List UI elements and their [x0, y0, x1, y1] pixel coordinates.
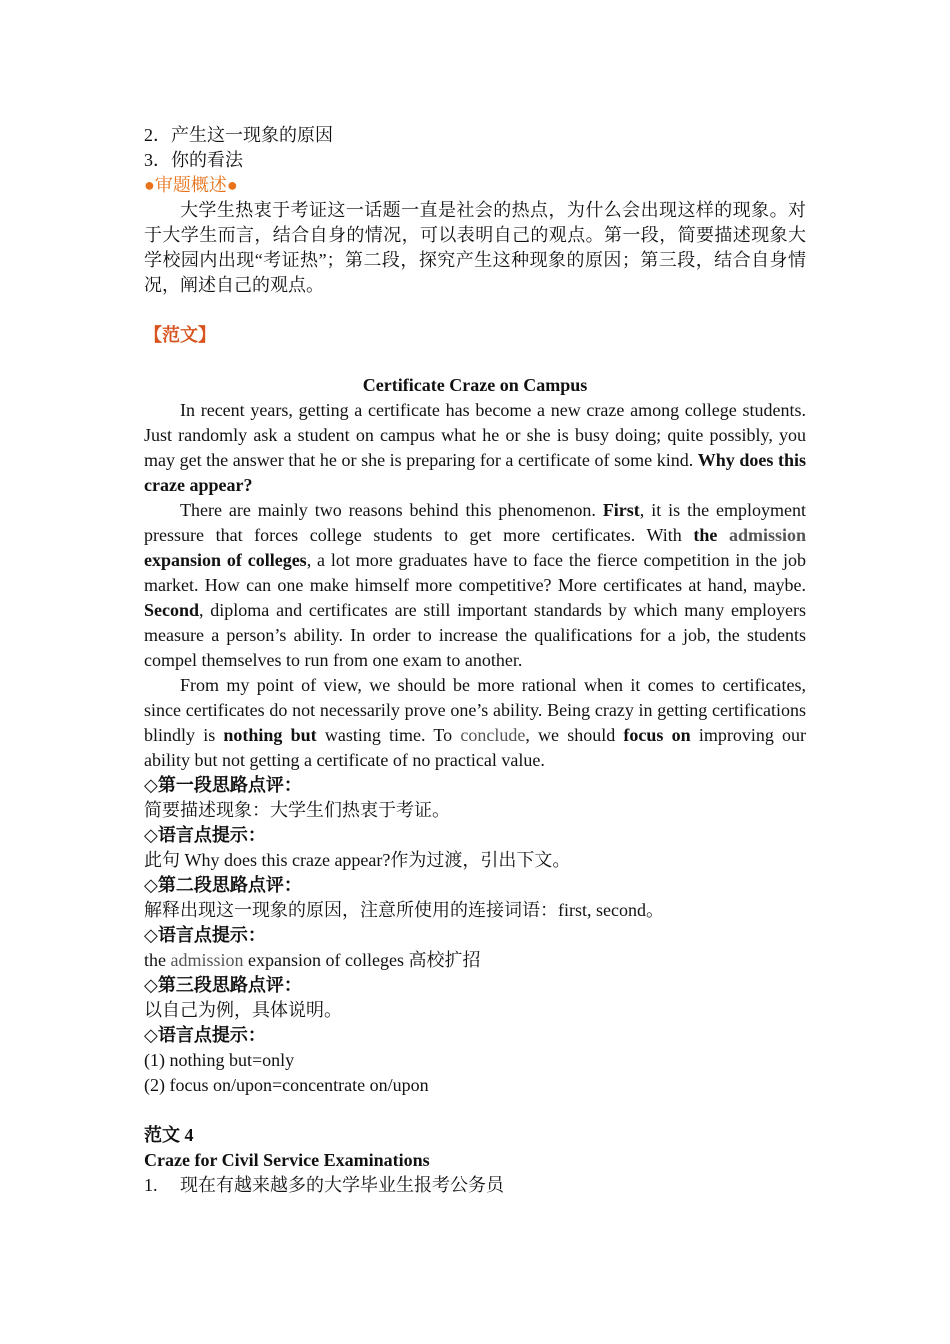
- spacer: [144, 348, 806, 373]
- note-text-part: expansion of colleges 高校扩招: [243, 950, 481, 970]
- sample4-item-1: [144, 1173, 806, 1198]
- essay-p3-text: From my point of view, we should be more rational when it comes to certificates, since certificates do not necessarily prove one’s ability. Being crazy in getting certifications blindly is: [144, 675, 806, 745]
- essay-p2-text: There are mainly two reasons behind this phenomenon.: [180, 500, 603, 520]
- essay-paragraph-2: [144, 498, 806, 673]
- note-text-part: the: [144, 950, 171, 970]
- spacer: [144, 1098, 806, 1123]
- analysis-heading: ●审题概述●: [144, 175, 238, 195]
- essay-p3-text: improving our ability but not getting a certificate of no practical value.: [144, 725, 807, 770]
- essay-p1-text: In recent years, getting a certificate has become a new craze among college students. Just randomly ask a student on campus what he or she is busy doing; quite possibly, you may get the answer that he or she is preparing for a certificate of some kind.: [144, 400, 806, 470]
- essay-p3-nothing-but: nothing but: [223, 725, 317, 745]
- sample4-title: Craze for Civil Service Examinations: [144, 1150, 430, 1170]
- essay-p3-text: , we should: [525, 725, 624, 745]
- sample4-item-number: 1.: [144, 1175, 158, 1195]
- note-text: (2) focus on/upon=concentrate on/upon: [144, 1075, 429, 1095]
- essay-title: Certificate Craze on Campus: [362, 375, 588, 395]
- spacer: [144, 298, 806, 323]
- outline-item-3: 3．你的看法: [144, 150, 243, 170]
- note-admission: admission: [170, 950, 244, 970]
- essay-p2-text: , it is the employment pressure that forces college students to get more certificates. With: [144, 500, 806, 545]
- sample-label: 【范文】: [144, 325, 216, 345]
- note-heading: ◇语言点提示：: [144, 825, 266, 845]
- essay-p2-first: First: [602, 500, 640, 520]
- analysis-text: 大学生热衷于考证这一话题一直是社会的热点，为什么会出现这样的现象。对于大学生而言，结合自身的情况，可以表明自己的观点。第一段，简要描述现象大学校园内出现“考证热”；第二段，探究产生这种现象的原因；第三段，结合自身情况，阐述自己的观点。: [144, 200, 806, 295]
- sample4-item-text: 现在有越来越多的大学毕业生报考公务员: [180, 1175, 504, 1195]
- essay-p2-expansion: expansion of colleges: [144, 550, 307, 570]
- note-heading: ◇语言点提示：: [144, 1025, 266, 1045]
- note-text: (1) nothing but=only: [144, 1050, 295, 1070]
- note-heading: ◇第二段思路点评：: [144, 875, 302, 895]
- note-text: 简要描述现象：大学生们热衷于考证。: [144, 800, 450, 820]
- essay-p3-text: wasting time. To: [316, 725, 461, 745]
- note-heading: ◇第一段思路点评：: [144, 775, 302, 795]
- essay-p2-second: Second: [144, 600, 200, 620]
- essay-p2-admission: admission: [728, 525, 806, 545]
- essay-p1-question: Why does this craze appear?: [144, 450, 807, 495]
- note-heading: ◇第三段思路点评：: [144, 975, 302, 995]
- sample4-label: 范文 4: [144, 1125, 194, 1145]
- note-heading: ◇语言点提示：: [144, 925, 266, 945]
- essay-p2-text: , a lot more graduates have to face the fierce competition in the job market. How can one make himself more competitive? More certificates at hand, maybe.: [144, 550, 807, 595]
- note-text: 以自己为例，具体说明。: [144, 1000, 342, 1020]
- essay-p2-text: , diploma and certificates are still important standards by which many employers measure a person’s ability. In order to increase the qualifications for a job, the students compel themselves to run from one exam to another.: [144, 600, 806, 670]
- document-content: [144, 123, 806, 1198]
- essay-p2-the: the: [693, 525, 718, 545]
- note-text: 此句 Why does this craze appear?作为过渡，引出下文。: [144, 850, 571, 870]
- outline-item-2: 2．产生这一现象的原因: [144, 125, 333, 145]
- note-text: 解释出现这一现象的原因，注意所使用的连接词语：first, second。: [144, 900, 664, 920]
- essay-paragraph-3: [144, 673, 806, 773]
- essay-p3-conclude: conclude: [460, 725, 526, 745]
- essay-paragraph-1: [144, 398, 806, 498]
- note-text: [144, 948, 806, 973]
- essay-p3-focus-on: focus on: [623, 725, 691, 745]
